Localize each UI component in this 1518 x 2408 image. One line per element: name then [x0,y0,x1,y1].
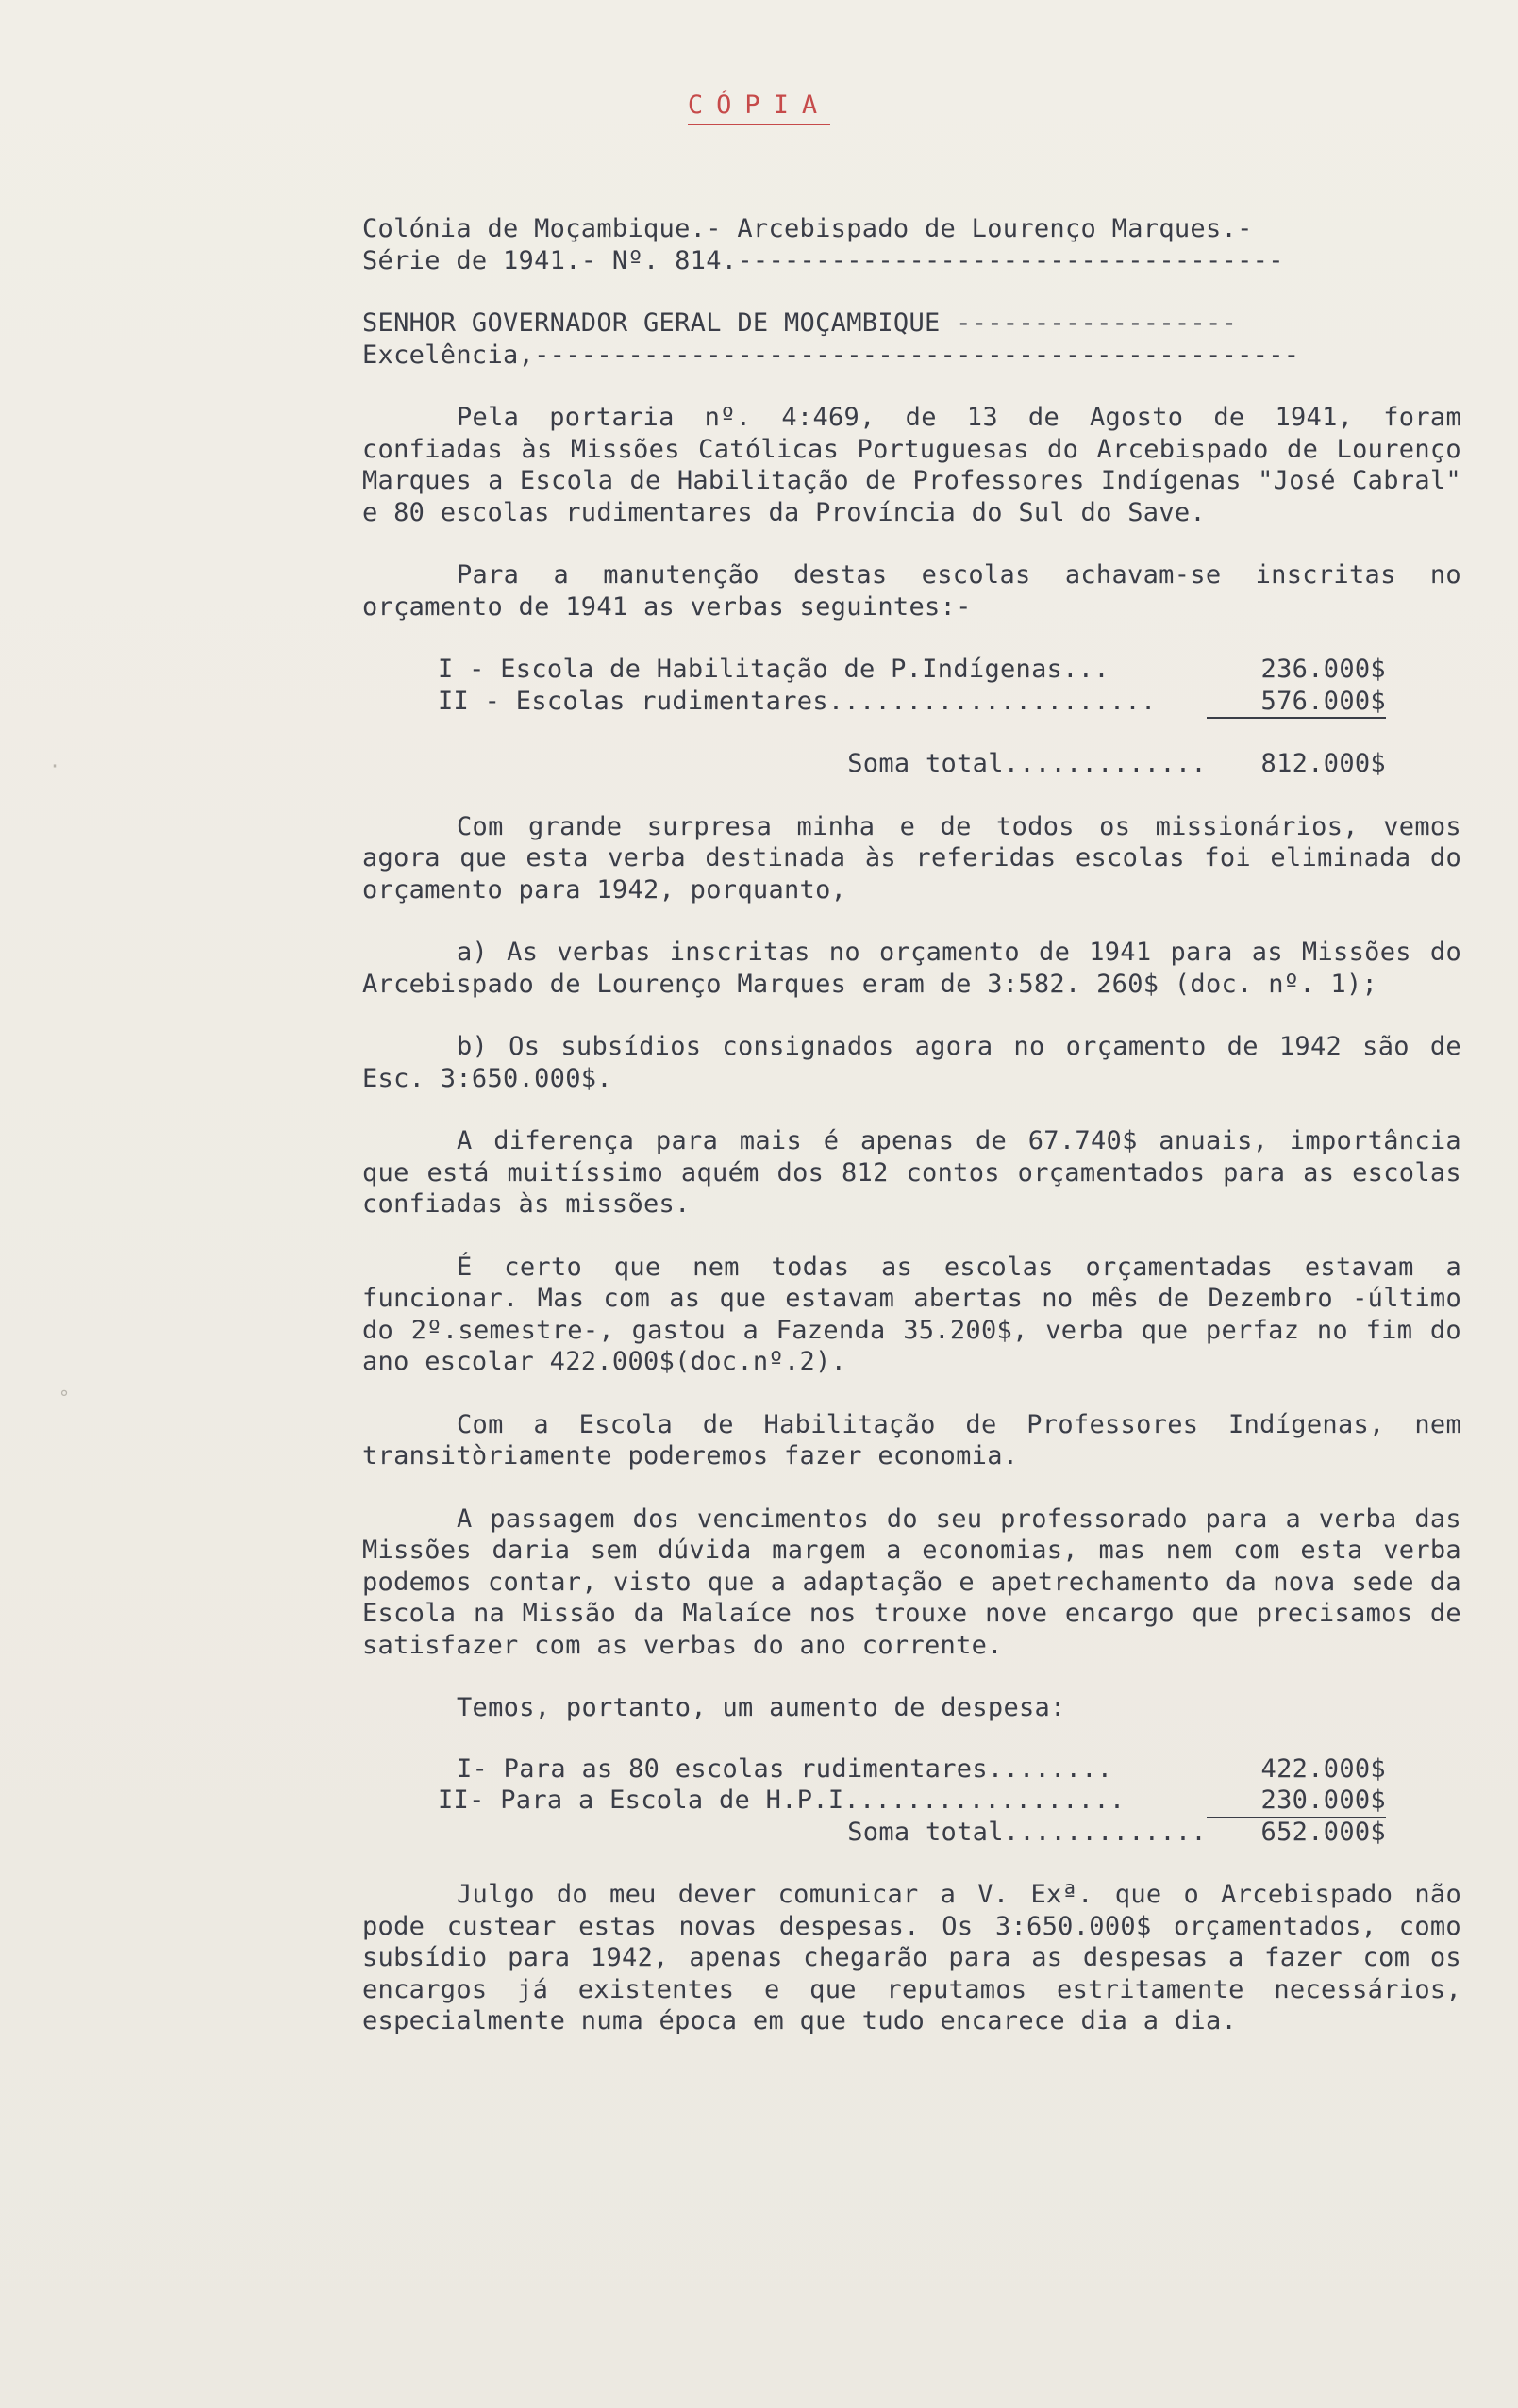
row-amount: 422.000$ [1260,1753,1386,1784]
table-row [438,686,1386,718]
total-amount: 652.000$ [1260,1817,1386,1847]
row-label: I- Para as 80 escolas rudimentares........ [457,1753,1113,1784]
expense-table-1942 [438,1753,1386,1849]
total-amount: 812.000$ [1260,749,1386,778]
row-label: II - Escolas rudimentares..................... [438,686,1157,716]
copy-title: CÓPIA [688,91,830,125]
paragraph-9: A passagem dos vencimentos do seu professorado para a verba das Missões daria sem dúvida margem a economias, mas nem com esta verba podemos contar, visto que a adaptação e apetrechamento da nova sede da Escola na Missão da Malaíce nos trouxe nove encargo que precisamos de satisfazer com as verbas do ano corrente. [362,1503,1461,1660]
copy-mark [0,91,1518,120]
paragraph-6: A diferença para mais é apenas de 67.740$ anuais, importância que está muitíssimo aquém dos 812 contos orçamentados para as escolas confiadas às missões. [362,1126,1461,1219]
paragraph-2: Para a manutenção destas escolas achavam-se inscritas no orçamento de 1941 as verbas seguintes:- [362,560,1461,622]
paper-speck: · [49,755,61,777]
table-total-row [438,748,1386,780]
salutation-line-2: Excelência,------------------------------------------------- [362,340,1300,370]
letter-body [362,213,1461,2068]
table-row [438,1753,1386,1785]
paragraph-8: Com a Escola de Habilitação de Professores Indígenas, nem transitòriamente poderemos fazer economia. [362,1409,1461,1470]
paragraph-11: Julgo do meu dever comunicar a V. Exª. que o Arcebispado não pode custear estas novas despesas. Os 3:650.000$ orçamentados, como subsídio para 1942, apenas chegarão para as despesas a fazer com os encargos já existentes e que reputamos estritamente necessários, especialmente numa época em que tudo encarece dia a dia. [362,1880,1461,2035]
letter-header [362,213,1461,276]
row-label: I - Escola de Habilitação de P.Indígenas... [438,655,1109,684]
row-label: II- Para a Escola de H.P.I.................. [438,1785,1126,1815]
header-line-2: Série de 1941.- Nº. 814.----------------------------------- [362,245,1284,275]
row-amount: 576.000$ [1207,686,1386,720]
salutation-line-1: SENHOR GOVERNADOR GERAL DE MOÇAMBIQUE ------------------ [362,308,1238,338]
table-row [438,1785,1386,1817]
salutation [362,307,1461,371]
table-row [438,654,1386,686]
header-line-1: Colónia de Moçambique.- Arcebispado de Lourenço Marques.- [362,214,1253,243]
paragraph-7: É certo que nem todas as escolas orçamentadas estavam a funcionar. Mas com as que estavam abertas no mês de Dezembro -último do 2º.semestre-, gastou a Fazenda 35.200$, verba que perfaz no fim do ano escolar 422.000$(doc.nº.2). [362,1252,1461,1376]
paragraph-5: b) Os subsídios consignados agora no orçamento de 1942 são de Esc. 3:650.000$. [362,1032,1461,1093]
table-total-row [438,1817,1386,1849]
row-amount: 230.000$ [1207,1785,1386,1818]
total-label: Soma total............. [847,1817,1207,1847]
total-label: Soma total............. [847,749,1207,778]
budget-table-1941 [438,654,1386,780]
paragraph-3: Com grande surpresa minha e de todos os missionários, vemos agora que esta verba destinada às referidas escolas foi eliminada do orçamento para 1942, porquanto, [362,811,1461,905]
row-amount: 236.000$ [1260,655,1386,684]
paragraph-10: Temos, portanto, um aumento de despesa: [457,1693,1066,1722]
paragraph-4: a) As verbas inscritas no orçamento de 1941 para as Missões do Arcebispado de Lourenço Marques eram de 3:582. 260$ (doc. nº. 1); [362,938,1461,999]
paper-speck: ° [58,1387,71,1409]
paragraph-1: Pela portaria nº. 4:469, de 13 de Agosto de 1941, foram confiadas às Missões Católicas Portuguesas do Arcebispado de Lourenço Marques a Escola de Habilitação de Professores Indígenas "José Cabral" e 80 escolas rudimentares da Província do Sul do Save. [362,403,1461,527]
